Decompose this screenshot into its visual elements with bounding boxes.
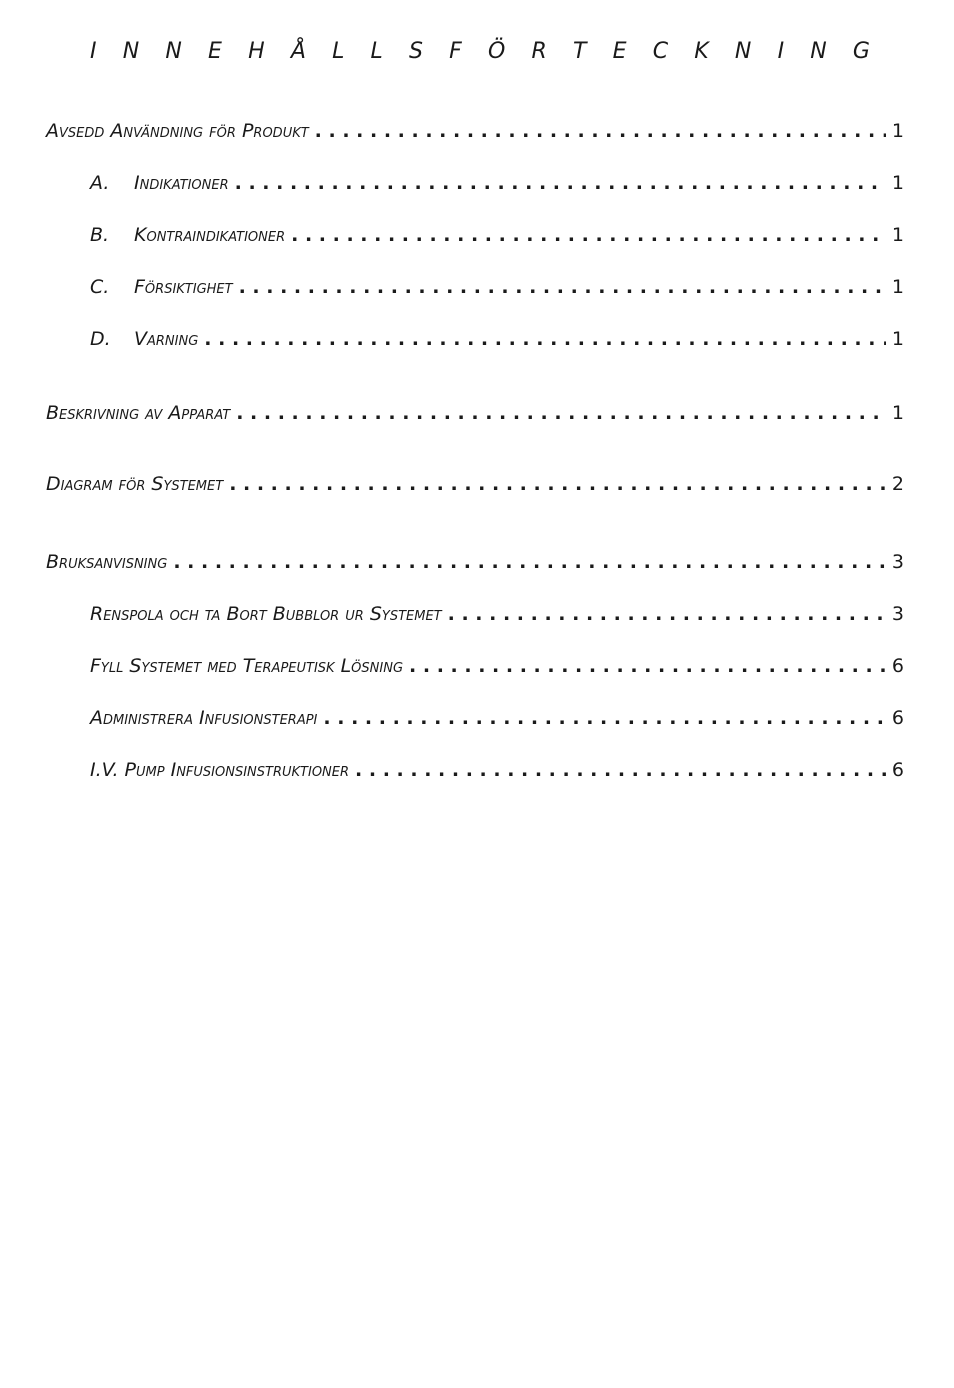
toc-entry-label: Administrera Infusionsterapi: [90, 707, 318, 729]
dot-leader: [235, 170, 886, 196]
dot-leader: [229, 471, 886, 497]
dot-leader: [355, 757, 886, 783]
title-letter: N: [165, 39, 182, 64]
toc-page-number: 1: [891, 224, 904, 246]
toc-entry-fyll-systemet[interactable]: [90, 653, 904, 679]
toc-page-number: 2: [891, 473, 904, 495]
toc-entry-avsedd-anvandning[interactable]: [46, 118, 904, 144]
dot-leader: [291, 222, 886, 248]
toc-entry-label: Kontraindikationer: [134, 224, 286, 246]
toc-page-number: 1: [891, 172, 904, 194]
toc-entry-label: Beskrivning av Apparat: [46, 402, 231, 424]
toc-entry-bruksanvisning[interactable]: [46, 549, 904, 575]
toc-page-number: 1: [891, 120, 904, 142]
toc-entry-label: Fyll Systemet med Terapeutisk Lösning: [90, 655, 404, 677]
toc-page-number: 1: [891, 328, 904, 350]
dot-leader: [409, 653, 886, 679]
toc-page-number: 3: [891, 551, 904, 573]
title-letter: K: [694, 39, 709, 64]
toc-entry-diagram[interactable]: [46, 471, 904, 497]
page-title: [90, 38, 870, 66]
title-letter: L: [370, 39, 383, 64]
title-letter: R: [531, 39, 547, 64]
toc-entry-iv-pump[interactable]: [90, 757, 904, 783]
toc-page-number: 1: [891, 402, 904, 424]
title-letter: C: [652, 39, 669, 64]
toc-entry-label: Varning: [134, 328, 199, 350]
title-letter: L: [332, 39, 345, 64]
title-letter: E: [208, 39, 222, 64]
title-letter: Å: [290, 39, 306, 64]
toc-entry-letter: C.: [90, 276, 110, 298]
title-letter: E: [612, 39, 627, 64]
toc-entry-label: Bruksanvisning: [46, 551, 168, 573]
toc-entry-forsiktighet[interactable]: [90, 274, 904, 300]
toc-entry-renspola[interactable]: [90, 601, 904, 627]
title-letter: I: [90, 39, 97, 64]
toc-page-number: 6: [891, 707, 904, 729]
toc-entry-indikationer[interactable]: [90, 170, 904, 196]
title-letter: N: [810, 39, 827, 64]
dot-leader: [323, 705, 886, 731]
toc-entry-kontraindikationer[interactable]: [90, 222, 904, 248]
toc-page-number: 3: [891, 603, 904, 625]
title-letter: F: [449, 39, 462, 64]
dot-leader: [315, 118, 886, 144]
toc-entry-varning[interactable]: [90, 326, 904, 352]
title-letter: N: [122, 39, 140, 64]
title-letter: I: [777, 39, 785, 64]
dot-leader: [204, 326, 886, 352]
title-letter: Ö: [487, 39, 506, 64]
toc-entry-letter: A.: [90, 172, 110, 194]
toc-entry-label: Indikationer: [134, 172, 229, 194]
toc-entry-beskrivning[interactable]: [46, 400, 904, 426]
toc-page-number: 6: [891, 759, 904, 781]
title-letter: H: [248, 39, 265, 64]
toc-entry-label: Försiktighet: [134, 276, 233, 298]
title-letter: N: [734, 39, 752, 64]
toc-entry-letter: B.: [90, 224, 110, 246]
toc-page-number: 1: [891, 276, 904, 298]
toc-entry-label: Renspola och ta Bort Bubblor ur Systemet: [90, 603, 442, 625]
toc-entry-administrera[interactable]: [90, 705, 904, 731]
dot-leader: [173, 549, 886, 575]
toc-page-number: 6: [891, 655, 904, 677]
toc-entry-label: I.V. Pump Infusionsinstruktioner: [90, 759, 350, 781]
toc-entry-letter: D.: [90, 328, 111, 350]
dot-leader: [448, 601, 886, 627]
dot-leader: [239, 274, 886, 300]
toc-entry-label: Avsedd Användning för Produkt: [46, 120, 309, 142]
title-letter: G: [852, 39, 870, 64]
dot-leader: [236, 400, 886, 426]
toc-entry-label: Diagram för Systemet: [46, 473, 224, 495]
title-letter: S: [408, 39, 423, 64]
title-letter: T: [572, 39, 587, 64]
